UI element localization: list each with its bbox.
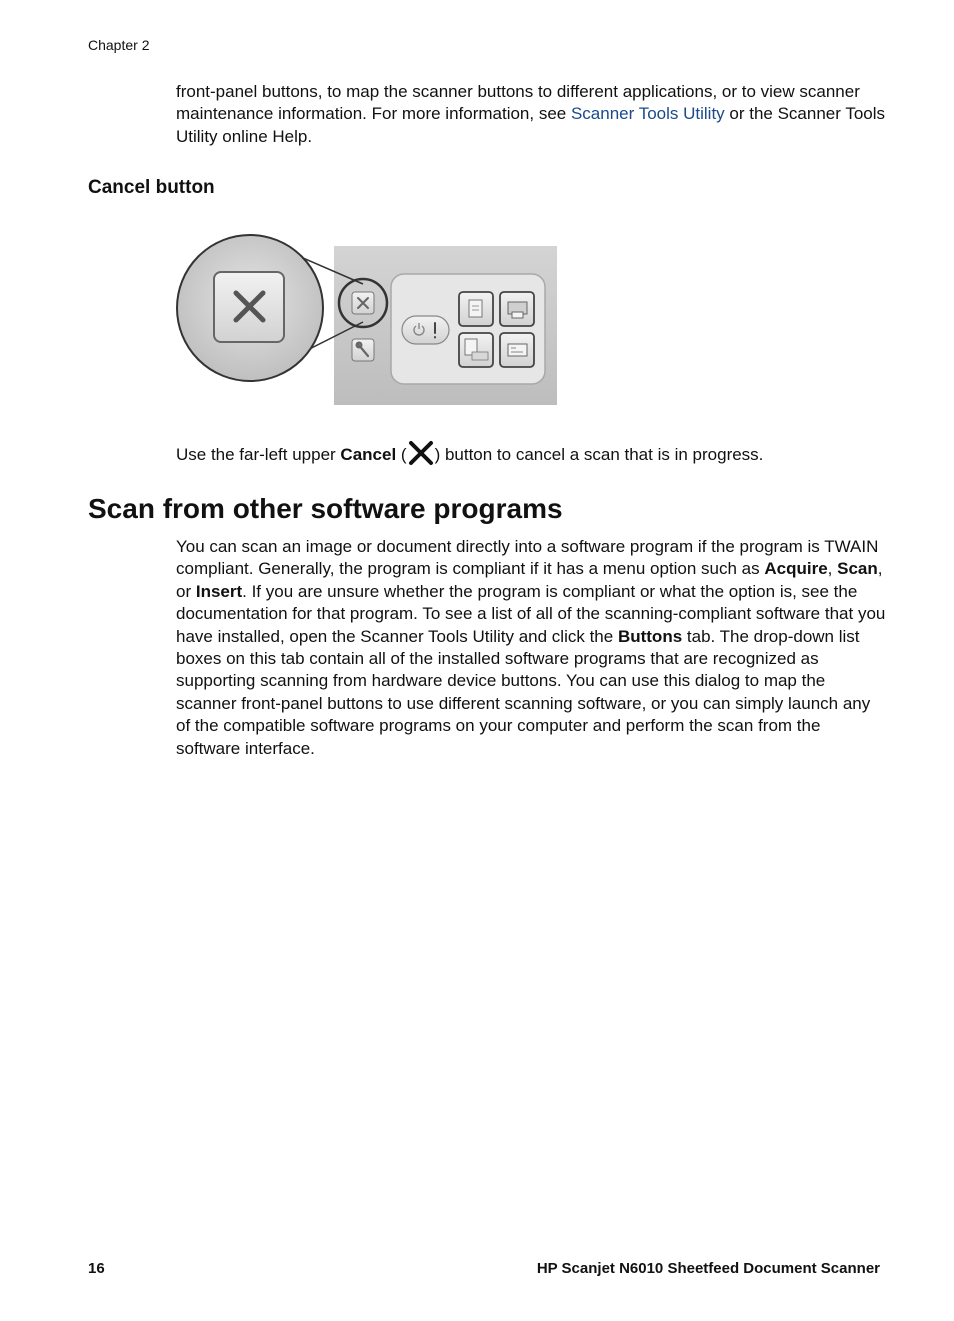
caption-text-a: Use the far-left upper — [176, 445, 341, 464]
scan-text-4: . If you are unsure whether the program is compliant or what the option is, see the documentation for that program. To see a list of all of the scanning-compliant software that you have installed, open the Scanner Tools Utility and click the — [176, 581, 886, 646]
insert-bold: Insert — [195, 581, 243, 601]
scan-text-2: , — [827, 559, 838, 579]
scanner-control-panel-figure — [175, 232, 559, 406]
cancel-x-icon — [407, 440, 435, 466]
caption-cancel-bold: Cancel — [340, 445, 397, 464]
page-number: 16 — [88, 1260, 105, 1277]
scan-paragraph — [176, 536, 886, 760]
card-icon — [508, 344, 527, 356]
buttons-bold: Buttons — [617, 626, 683, 646]
acquire-bold: Acquire — [764, 559, 828, 579]
cancel-caption — [176, 440, 763, 466]
scan-text-3: , or — [176, 559, 883, 601]
caption-open-paren: ( — [396, 445, 407, 464]
intro-text-a: front-panel buttons, to map the scanner buttons to different applications, or to view scanner maintenance information. For more information, see — [176, 82, 860, 124]
power-button — [402, 316, 449, 344]
caption-text-b: ) button to cancel a scan that is in progress. — [434, 445, 764, 464]
chapter-header: Chapter 2 — [88, 37, 150, 53]
scan-text-5: tab. The drop-down list boxes on this tab contain all of the installed software programs that are recognized as supporting scanning from hardware device buttons. You can use this dialog to map the scanner front-panel buttons to use different scanning software, or you can simply launch any of the compatible software programs on your computer and perform the scan from the software interface. — [176, 626, 871, 758]
intro-paragraph — [176, 81, 886, 148]
cancel-button-heading: Cancel button — [88, 177, 215, 198]
scan-text-1: You can scan an image or document directly into a software program if the program is TWAIN compliant. Generally, the program is compliant if it has a menu option such as — [176, 537, 879, 579]
product-name: HP Scanjet N6010 Sheetfeed Document Scanner — [536, 1260, 880, 1277]
scanner-tools-utility-link[interactable]: Scanner Tools Utility — [570, 104, 725, 124]
scan-section-heading: Scan from other software programs — [88, 493, 563, 524]
intro-text-b: or the Scanner Tools Utility online Help. — [176, 104, 886, 146]
scan-bold: Scan — [837, 559, 878, 579]
document-icon — [469, 300, 482, 317]
